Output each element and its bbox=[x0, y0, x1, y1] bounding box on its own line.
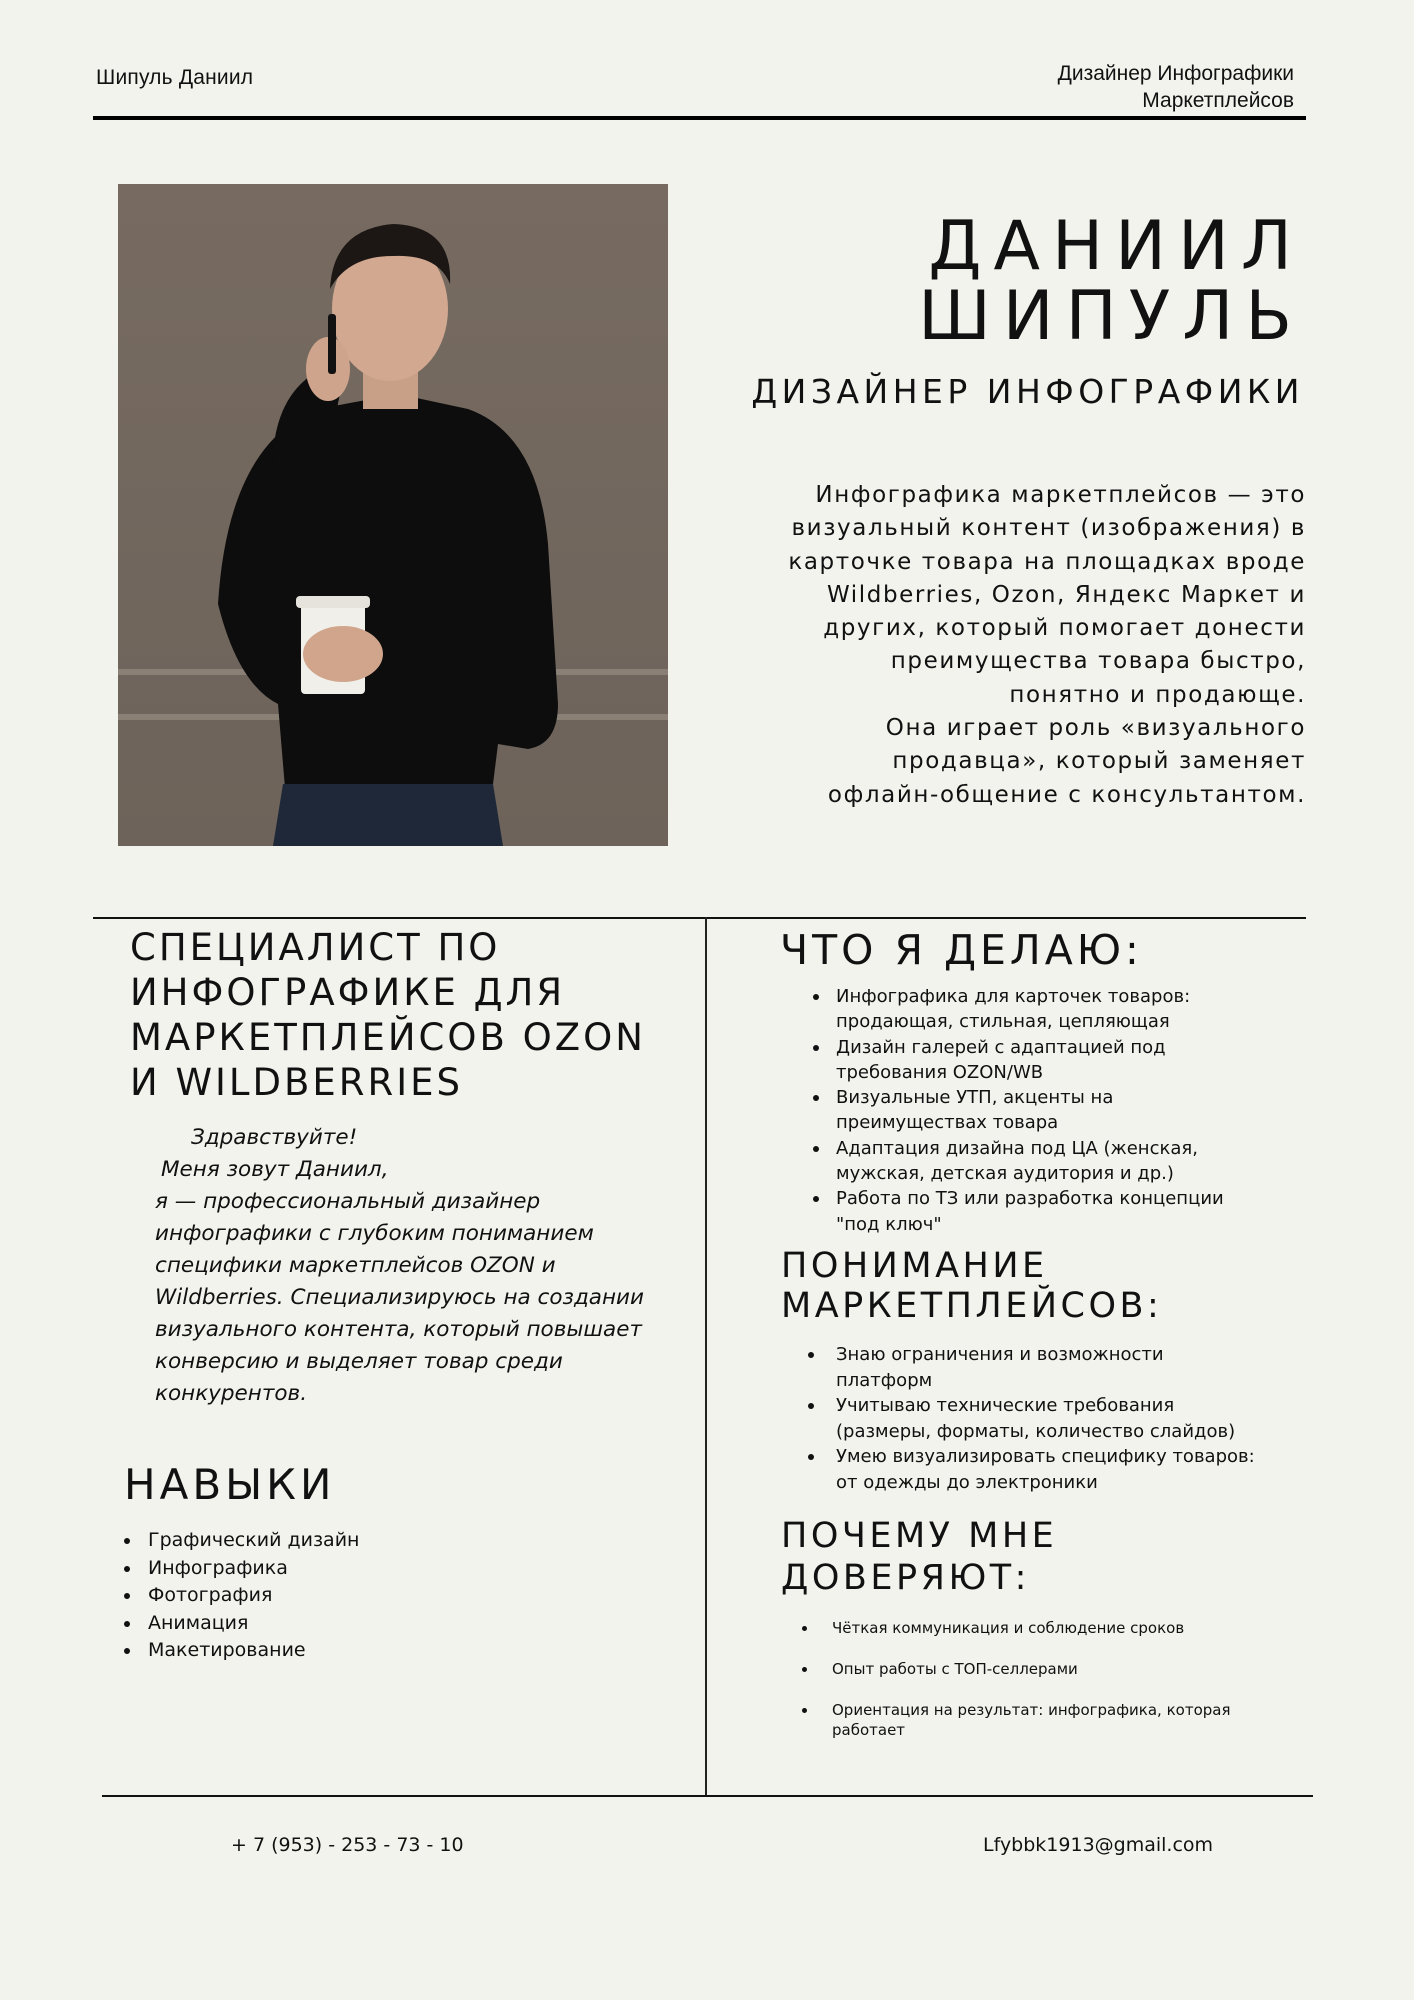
heading-line: ПОЧЕМУ МНЕ bbox=[781, 1516, 1058, 1556]
heading-line: ДОВЕРЯЮТ: bbox=[781, 1558, 1030, 1598]
trust-heading bbox=[781, 1515, 1057, 1599]
intro-line: Она играет роль «визуального bbox=[885, 715, 1306, 742]
trust-list bbox=[800, 1618, 1280, 1761]
column-divider bbox=[705, 917, 707, 1797]
email-address[interactable]: Lfybbk1913@gmail.com bbox=[983, 1834, 1214, 1856]
first-name: ДАНИИЛ bbox=[928, 207, 1304, 286]
intro-line: других, который помогает донести bbox=[823, 615, 1306, 642]
greeting-line: я — профессиональный дизайнер bbox=[155, 1189, 541, 1214]
intro-line: понятно и продающе. bbox=[1009, 681, 1306, 708]
section-divider bbox=[93, 917, 1306, 919]
greeting-line: конкурентов. bbox=[155, 1381, 308, 1406]
list-item: Умею визуализировать специфику товаров: от одежды до электроники bbox=[808, 1444, 1288, 1495]
list-item: Учитываю технические требования (размеры, форматы, количество слайдов) bbox=[808, 1393, 1288, 1444]
intro-line: офлайн-общение с консультантом. bbox=[827, 781, 1306, 808]
what-i-do-list bbox=[811, 984, 1271, 1237]
skill-item: Фотография bbox=[124, 1582, 359, 1610]
greeting-line: Wildberries. Специализируюсь на создании bbox=[155, 1285, 644, 1310]
list-item: Чёткая коммуникация и соблюдение сроков bbox=[800, 1618, 1280, 1638]
greeting-line: Здравствуйте! bbox=[191, 1125, 358, 1150]
intro-line: продавца», который заменяет bbox=[892, 748, 1306, 775]
last-name: ШИПУЛЬ bbox=[918, 277, 1304, 356]
skill-item: Графический дизайн bbox=[124, 1527, 359, 1555]
skill-item: Макетирование bbox=[124, 1637, 359, 1665]
intro-line: Wildberries, Ozon, Яндекс Маркет и bbox=[826, 581, 1306, 608]
list-item: Ориентация на результат: инфографика, которая работает bbox=[800, 1700, 1280, 1740]
header-role-line-2: Маркетплейсов bbox=[1142, 89, 1294, 112]
skills-list bbox=[124, 1527, 359, 1665]
greeting-line: визуального контента, который повышает bbox=[155, 1317, 642, 1342]
list-item: Дизайн галерей с адаптацией под требования OZON/WB bbox=[811, 1035, 1271, 1086]
heading-line: СПЕЦИАЛИСТ ПО bbox=[130, 926, 501, 969]
header-name: Шипуль Даниил bbox=[96, 66, 254, 89]
greeting-line: инфографики с глубоким пониманием bbox=[155, 1221, 594, 1246]
intro-line: Инфографика маркетплейсов — это bbox=[815, 482, 1306, 508]
understanding-heading bbox=[781, 1246, 1162, 1326]
intro-line: карточке товара на площадках вроде bbox=[788, 548, 1306, 575]
list-item: Инфографика для карточек товаров: продающая, стильная, цепляющая bbox=[811, 984, 1271, 1035]
skill-item: Инфографика bbox=[124, 1555, 359, 1583]
specialist-heading bbox=[130, 925, 646, 1105]
greeting-line: конверсию и выделяет товар среди bbox=[155, 1349, 563, 1374]
header-role-line-1: Дизайнер Инфографики bbox=[1057, 62, 1294, 85]
greeting-line: Меня зовут Даниил, bbox=[161, 1157, 389, 1182]
profile-photo bbox=[118, 184, 668, 846]
greeting-paragraph bbox=[155, 1122, 695, 1410]
phone-number[interactable]: + 7 (953) - 253 - 73 - 10 bbox=[231, 1834, 464, 1856]
list-item: Работа по ТЗ или разработка концепции "под ключ" bbox=[811, 1186, 1271, 1237]
heading-line: И WILDBERRIES bbox=[130, 1061, 463, 1104]
list-item: Опыт работы с ТОП-селлерами bbox=[800, 1659, 1280, 1679]
portrait-illustration-icon bbox=[118, 184, 668, 846]
header-role bbox=[1058, 60, 1294, 114]
skills-heading: НАВЫКИ bbox=[124, 1460, 336, 1509]
list-item: Визуальные УТП, акценты на преимуществах товара bbox=[811, 1085, 1271, 1136]
intro-paragraph bbox=[746, 479, 1306, 812]
list-item: Адаптация дизайна под ЦА (женская, мужская, детская аудитория и др.) bbox=[811, 1136, 1271, 1187]
skill-item: Анимация bbox=[124, 1610, 359, 1638]
heading-line: МАРКЕТПЛЕЙСОВ OZON bbox=[130, 1016, 646, 1059]
heading-line: ПОНИМАНИЕ bbox=[781, 1246, 1048, 1286]
heading-line: МАРКЕТПЛЕЙСОВ: bbox=[781, 1286, 1163, 1326]
intro-line: визуальный контент (изображения) в bbox=[791, 515, 1306, 542]
understanding-list bbox=[808, 1342, 1288, 1496]
header-divider bbox=[93, 116, 1306, 120]
job-title: ДИЗАЙНЕР ИНФОГРАФИКИ bbox=[751, 372, 1304, 411]
intro-line: преимущества товара быстро, bbox=[890, 648, 1306, 675]
list-item: Знаю ограничения и возможности платформ bbox=[808, 1342, 1288, 1393]
full-name-heading bbox=[918, 207, 1304, 356]
footer-divider bbox=[102, 1795, 1313, 1797]
what-i-do-heading: ЧТО Я ДЕЛАЮ: bbox=[780, 926, 1143, 974]
heading-line: ИНФОГРАФИКЕ ДЛЯ bbox=[130, 971, 566, 1014]
greeting-line: специфики маркетплейсов OZON и bbox=[155, 1253, 556, 1278]
